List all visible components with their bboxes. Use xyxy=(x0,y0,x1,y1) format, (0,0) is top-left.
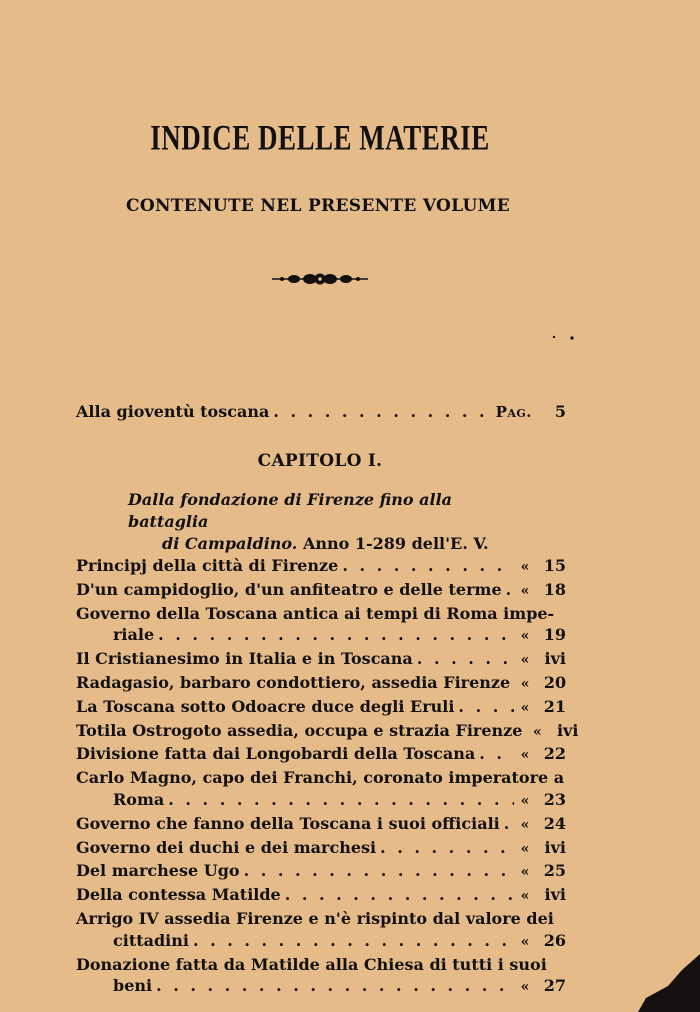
ditto-mark: « xyxy=(520,582,530,599)
page-number: 27 xyxy=(543,976,566,996)
entry-row xyxy=(76,579,566,603)
leader-dots xyxy=(244,860,514,882)
page-number: ivi xyxy=(544,649,566,669)
leader-dots xyxy=(193,930,514,952)
ditto-mark: « xyxy=(533,723,542,740)
entry-row xyxy=(76,789,566,813)
toc-entry xyxy=(76,884,566,908)
leader-dots xyxy=(417,648,514,670)
entry-text: cittadini xyxy=(113,930,189,950)
entry-text: Divisione fatta dai Longobardi della Toscana xyxy=(76,744,476,764)
entry-text: Governo della Toscana antica ai tempi di Roma impe- xyxy=(76,603,555,623)
entry-text: Arrigo IV assedia Firenze e n'è rispinto dal valore dei xyxy=(76,908,554,928)
page-number: 21 xyxy=(543,696,566,716)
entry-row xyxy=(76,837,566,861)
page-number: 19 xyxy=(543,625,566,645)
entry-row xyxy=(76,648,566,672)
leader-dots xyxy=(168,789,514,811)
entry-row xyxy=(76,930,566,954)
entry-text: Roma xyxy=(113,789,165,809)
toc-entry xyxy=(76,720,579,744)
ditto-mark: « xyxy=(520,840,530,857)
page-label: Pag. xyxy=(495,403,532,421)
entry-text: riale xyxy=(113,625,155,645)
toc-entry xyxy=(76,954,566,1000)
ditto-mark: « xyxy=(520,792,530,809)
entry-text: Del marchese Ugo xyxy=(76,861,240,881)
intro-toc-entry xyxy=(76,402,566,421)
toc-entry xyxy=(76,648,566,672)
ditto-mark: « xyxy=(520,933,530,950)
toc-entry xyxy=(76,579,566,603)
page-title: INDICE DELLE MATERIE xyxy=(150,117,490,158)
ditto-mark: « xyxy=(520,652,530,669)
entry-text: Radagasio, barbaro condottiero, assedia Firenze xyxy=(76,672,511,692)
page-number: 26 xyxy=(543,930,566,950)
entry-text: Governo dei duchi e dei marchesi xyxy=(76,837,377,857)
toc-entry xyxy=(76,672,566,696)
ditto-mark: « xyxy=(520,888,530,905)
entry-row xyxy=(76,672,566,696)
ditto-mark: « xyxy=(520,816,530,833)
chapter-description-years: Anno 1-289 dell'E. V. xyxy=(302,534,489,553)
leader-dots xyxy=(380,837,514,859)
page-number: ivi xyxy=(544,885,566,905)
entry-text: beni xyxy=(113,976,153,996)
chapter-description-italic-2: di Campaldino. xyxy=(162,534,298,553)
toc-entry xyxy=(76,860,566,884)
toc-entry xyxy=(76,813,566,837)
page-number: 25 xyxy=(543,861,566,881)
entry-text: Governo che fanno della Toscana i suoi officiali xyxy=(76,813,500,833)
leader-dots xyxy=(504,813,514,835)
leader-dots xyxy=(273,402,491,421)
ditto-mark: « xyxy=(520,628,530,645)
leader-dots xyxy=(342,555,514,577)
leader-dots xyxy=(285,884,514,906)
page-number: 18 xyxy=(543,579,566,599)
toc-list xyxy=(76,555,579,999)
leader-dots xyxy=(506,579,514,601)
chapter-description xyxy=(128,489,538,555)
toc-entry xyxy=(76,555,566,579)
page-number: 5 xyxy=(554,402,566,421)
ditto-mark: « xyxy=(520,979,530,996)
chapter-description-line2 xyxy=(128,533,538,555)
entry-row xyxy=(76,743,566,767)
ink-speck-icon xyxy=(550,332,580,342)
page-number: 22 xyxy=(543,744,566,764)
toc-entry xyxy=(76,696,566,720)
entry-text: Totila Ostrogoto assedia, occupa e strazia Firenze xyxy=(76,720,523,740)
toc-entry xyxy=(76,908,566,954)
entry-row xyxy=(76,720,579,744)
ditto-mark: « xyxy=(520,559,530,575)
entry-text: Alla gioventù toscana xyxy=(76,402,270,421)
leader-dots xyxy=(158,624,514,646)
leader-dots xyxy=(479,743,514,765)
toc-entry xyxy=(76,767,566,813)
entry-row xyxy=(76,555,566,579)
toc-entry xyxy=(76,743,566,767)
page-corner-shadow-icon xyxy=(610,954,700,1012)
ditto-mark: « xyxy=(520,699,530,716)
ditto-mark: « xyxy=(520,747,530,764)
page-number: 24 xyxy=(543,813,566,833)
entry-text: Principj della città di Firenze xyxy=(76,556,339,575)
entry-row xyxy=(76,624,566,648)
page-subtitle: CONTENUTE NEL PRESENTE VOLUME xyxy=(126,196,510,216)
entry-text: Carlo Magno, capo dei Franchi, coronato imperatore a xyxy=(76,768,565,788)
entry-row xyxy=(76,813,566,837)
toc-entry xyxy=(76,603,566,649)
ditto-mark: « xyxy=(520,675,530,692)
entry-row xyxy=(76,696,566,720)
leader-dots xyxy=(458,696,514,718)
page-number: ivi xyxy=(556,720,579,740)
page-number: ivi xyxy=(544,837,566,857)
page-number: 23 xyxy=(543,789,566,809)
toc-entry xyxy=(76,837,566,861)
entry-text: La Toscana sotto Odoacre duce degli Eruli xyxy=(76,696,455,716)
ornament-divider-icon xyxy=(270,272,370,286)
page-number: 15 xyxy=(543,556,566,575)
entry-text: Il Cristianesimo in Italia e in Toscana xyxy=(76,649,413,669)
chapter-heading: CAPITOLO I. xyxy=(257,451,383,471)
entry-row xyxy=(76,860,566,884)
entry-row xyxy=(76,884,566,908)
chapter-description-italic: Dalla fondazione di Firenze fino alla battaglia xyxy=(128,490,453,531)
ditto-mark: « xyxy=(520,864,530,881)
leader-dots xyxy=(156,975,514,997)
entry-text: Della contessa Matilde xyxy=(76,885,281,905)
page-number: 20 xyxy=(543,672,567,692)
entry-text: Donazione fatta da Matilde alla Chiesa di tutti i suoi xyxy=(76,954,547,974)
entry-row xyxy=(76,975,566,999)
entry-text: D'un campidoglio, d'un anfiteatro e delle terme xyxy=(76,579,502,599)
